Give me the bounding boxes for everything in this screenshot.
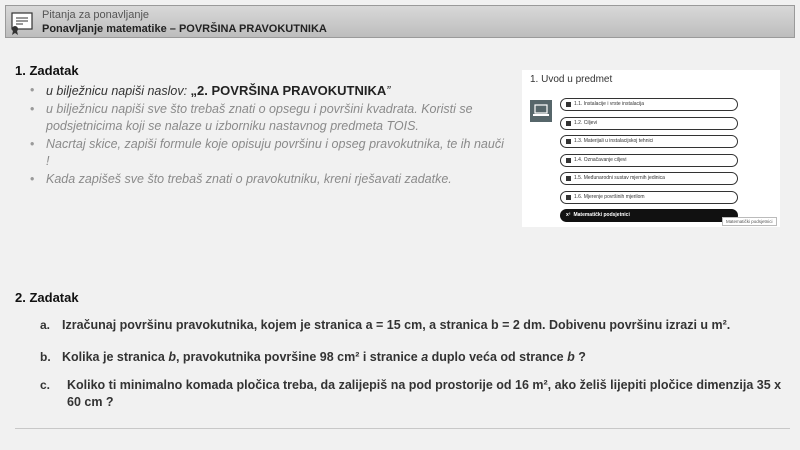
task1-list — [30, 82, 510, 189]
task2-item-a — [40, 317, 785, 334]
laptop-icon — [530, 100, 552, 122]
book-icon — [566, 195, 571, 200]
b-part2: , pravokutnika površine 98 cm² i stranice — [175, 350, 422, 364]
bullet1-heading: „2. POVRŠINA PRAVOKUTNIKA — [190, 83, 387, 98]
item-b-label: b. — [40, 350, 51, 364]
b-var3: b — [567, 350, 575, 364]
task1-bullet-4: • Kada zapišeš sve što trebaš znati o pravokutniku, kreni rješavati zadatke. — [30, 171, 510, 188]
menu-item-3[interactable] — [560, 135, 738, 148]
task1-title: 1. Zadatak — [15, 63, 79, 78]
slide-header — [5, 5, 795, 38]
item-a-label: a. — [40, 318, 51, 332]
b-part3: duplo veća od strance — [428, 350, 568, 364]
menu-item-4[interactable] — [560, 154, 738, 167]
b-var2: a — [421, 350, 429, 364]
item-a-text: Izračunaj površinu pravokutnika, kojem je stranica a = 15 cm, a stranica b = 2 dm. Dobivenu površinu izrazi u m². — [62, 318, 731, 332]
header-title: Ponavljanje matematike – POVRŠINA PRAVOKUTNIKA — [42, 23, 327, 35]
math-icon: x² — [566, 212, 571, 218]
book-icon — [566, 121, 571, 126]
b-part4: ? — [574, 350, 586, 364]
book-icon — [566, 176, 571, 181]
menu-item-label: 1.3. Materijali u instalacijskoj tehnici — [574, 138, 654, 144]
b-var1: b — [168, 350, 176, 364]
book-icon — [566, 139, 571, 144]
task1-bullet-1 — [30, 82, 510, 100]
menu-item-label: Matematički podsjetnici — [573, 212, 630, 218]
item-c-text: Koliko ti minimalno komada pločica treba, da zalijepiš na pod prostorije od 16 m², ako želiš lijepiti pločice dimenzija 35 x 60 cm ? — [67, 378, 782, 409]
menu-item-label: 1.6. Mjerenje površinih mjerilom — [574, 193, 645, 200]
menu-item-label: 1.1. Instalacije i vrste instalacija — [574, 101, 645, 107]
menu-item-label: 1.4. Označavanje ciljevi — [574, 156, 627, 163]
header-subtitle: Pitanja za ponavljanje — [42, 9, 150, 21]
menu-item-6[interactable] — [560, 191, 738, 204]
menu-item-label: 1.5. Međunarodni sustav mjernih jedinica — [574, 175, 665, 181]
panel-title: 1. Uvod u predmet — [530, 74, 613, 85]
menu-tooltip: Matematički podsjetnici — [722, 217, 777, 226]
panel-menu — [560, 98, 738, 228]
item-c-label: c. — [40, 378, 51, 392]
certificate-icon — [9, 9, 35, 35]
course-menu-screenshot — [522, 70, 780, 227]
footer-divider — [15, 428, 790, 429]
b-part1: Kolika je stranica — [62, 350, 169, 364]
menu-item-2[interactable] — [560, 117, 738, 130]
menu-item-label: 1.2. Ciljevi — [574, 119, 598, 126]
task1-bullet-2: • u bilježnicu napiši sve što trebaš znati o opsegu i površini kvadrata. Koristi se podsjetnicima koji se nalaze u izborniku nastavnog predmeta TOIS. — [30, 101, 510, 135]
menu-item-math-reminders[interactable] — [560, 209, 738, 222]
bullet1-prefix: u bilježnicu napiši naslov: — [46, 84, 191, 98]
menu-item-1[interactable] — [560, 98, 738, 111]
task1-bullet-3: • Nacrtaj skice, zapiši formule koje opisuju površinu i opseg pravokutnika, te ih nauči ! — [30, 136, 510, 170]
book-icon — [566, 158, 571, 163]
book-icon — [566, 102, 571, 107]
task2-title: 2. Zadatak — [15, 290, 79, 305]
task2-item-c — [40, 377, 785, 411]
task2-item-b — [40, 349, 785, 366]
bullet1-suffix: ” — [386, 84, 391, 98]
menu-item-5[interactable] — [560, 172, 738, 185]
item-b-text — [62, 349, 785, 366]
